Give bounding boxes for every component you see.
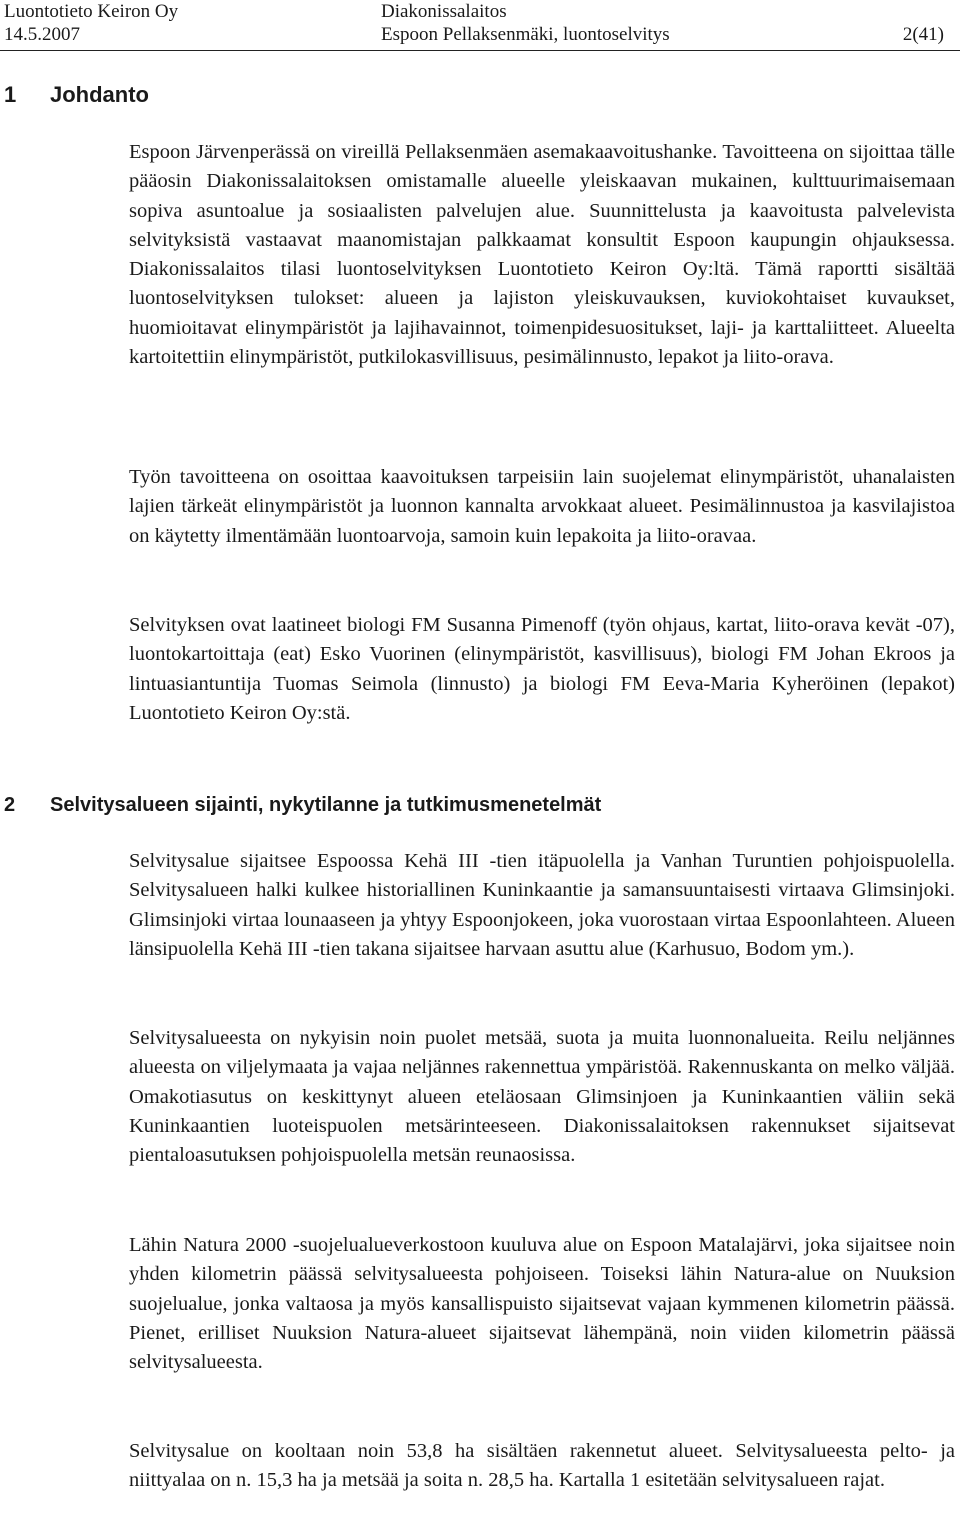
section-number: 2	[4, 794, 16, 816]
page-header	[0, 0, 960, 52]
section-title: Johdanto	[50, 82, 149, 107]
header-page-number: 2(41)	[902, 24, 944, 45]
header-company: Luontotieto Keiron Oy	[4, 1, 179, 22]
section-title: Selvitysalueen sijainti, nykytilanne ja tutkimusmenetelmät	[50, 794, 602, 816]
paragraph-1-3: Selvityksen ovat laatineet biologi FM Susanna Pimenoff (työn ohjaus, kartat, liito-orava kevät -07), luontokartoittaja (eat) Esko Vuorinen (elinympäristöt, kasvillisuus), biologi FM Johan Ekroos ja lintuasiantuntija Tuomas Seimola (linnusto) ja biologi FM Eeva-Maria Kyheröinen (lepakot) Luontotieto Keiron Oy:stä.	[129, 614, 955, 724]
section-heading-2	[4, 794, 601, 817]
header-organization: Diakonissalaitos	[381, 1, 507, 22]
section-heading-1	[4, 82, 149, 108]
paragraph-2-4: Selvitysalue on kooltaan noin 53,8 ha sisältäen rakennetut alueet. Selvitysalueesta pelto- ja niittyalaa on n. 15,3 ha ja metsää ja soita n. 28,5 ha. Kartalla 1 esitetään selvitysalueen rajat.	[129, 1440, 955, 1492]
section-number: 1	[4, 82, 17, 107]
paragraph-2-2: Selvitysalueesta on nykyisin noin puolet metsää, suota ja muita luonnonalueita. Reilu neljännes alueesta on viljelymaata ja vajaa neljännes rakennettua ympäristöä. Rakennuskanta on melko väljää. Omakotiasutus on keskittynyt alueen eteläosaan Glimsinjoen ja Kuninkaantien väliin sekä Kuninkaantien luoteispuolen metsärinteeseen. Diakonissalaitoksen rakennukset sijaitsevat pientaloasutuksen pohjoispuolella metsän reunaosissa.	[129, 1027, 955, 1167]
header-date: 14.5.2007	[4, 24, 80, 45]
paragraph-1-2: Työn tavoitteena on osoittaa kaavoituksen tarpeisiin lain suojelemat elinympäristöt, uhanalaisten lajien tärkeät elinympäristöt ja luonnon kannalta arvokkaat alueet. Pesimälinnustoa ja kasvilajistoa on käytetty ilmentämään luontoarvoja, samoin kuin lepakoita ja liito-oravaa.	[129, 466, 955, 547]
paragraph-1-1: Espoon Järvenperässä on vireillä Pellaksenmäen asemakaavoitushanke. Tavoitteena on sijoittaa tälle pääosin Diakonissalaitoksen omistamalle alueelle yleiskaavan mukainen, kulttuurimaisemaan sopiva asuntoalue ja sosiaalisten palvelujen alue. Suunnittelusta ja kaavoitusta palvelevista selvityksistä vastaavat maanomistajan palkkaamat konsultit Espoon kaupungin ohjauksessa. Diakonissalaitos tilasi luontoselvityksen Luontotieto Keiron Oy:ltä. Tämä raportti sisältää luontoselvityksen tulokset: alueen ja lajiston yleiskuvauksen, kuviokohtaiset kuvaukset, huomioitavat elinympäristöt ja lajihavainnot, toimenpidesuositukset, laji- ja karttaliitteet. Alueelta kartoitettiin elinympäristöt, putkilokasvillisuus, pesimälinnusto, lepakot ja liito-orava.	[129, 141, 955, 369]
paragraph-2-3: Lähin Natura 2000 -suojelualueverkostoon kuuluva alue on Espoon Matalajärvi, joka sijaitsee noin yhden kilometrin päässä selvitysalueesta pohjoiseen. Toiseksi lähin Natura-alue on Nuuksion suojelualue, jonka valtaosa ja myös kansallispuisto sijaitsevat vajaan kymmenen kilometrin päässä. Pienet, erilliset Nuuksion Natura-alueet sijaitsevat lähempänä, noin viiden kilometrin päässä selvitysalueesta.	[129, 1234, 955, 1374]
header-divider	[0, 50, 960, 51]
paragraph-2-1: Selvitysalue sijaitsee Espoossa Kehä III -tien itäpuolella ja Vanhan Turuntien pohjoispuolella. Selvitysalueen halki kulkee historiallinen Kuninkaantie ja samansuuntaisesti virtaava Glimsinjoki. Glimsinjoki virtaa lounaaseen ja yhtyy Espoonjokeen, joka vuorostaan virtaa Espoonlahteen. Alueen länsipuolella Kehä III -tien takana sijaitsee harvaan asuttu alue (Karhusuo, Bodom ym.).	[129, 850, 955, 960]
header-project: Espoon Pellaksenmäki, luontoselvitys	[381, 24, 670, 45]
